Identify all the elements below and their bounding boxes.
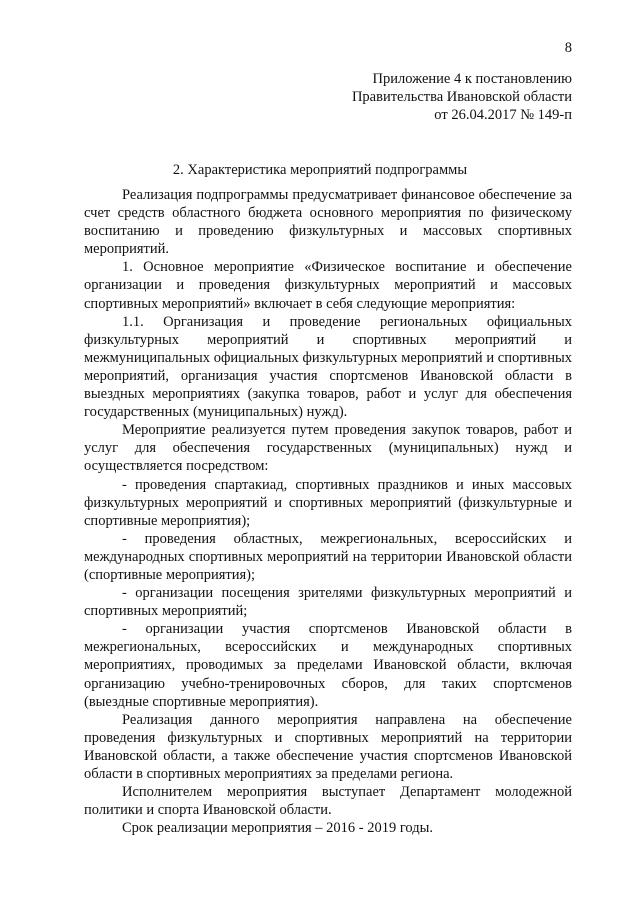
list-item: - организации посещения зрителями физкультурных мероприятий и спортивных мероприятий;	[84, 585, 572, 620]
section-title: 2. Характеристика мероприятий подпрограммы	[172, 162, 468, 178]
paragraph: Реализация данного мероприятия направлена на обеспечение проведения физкультурных и спортивных мероприятий на территории Ивановской области, а также обеспечение участия спортсменов Ивановской области в спортивных мероприятиях за пределами региона.	[84, 711, 572, 782]
page-number: 8	[564, 40, 572, 56]
body-text	[84, 186, 572, 837]
paragraph: Срок реализации мероприятия – 2016 - 2019 годы.	[122, 820, 434, 837]
appendix-line: Приложение 4 к постановлению	[372, 71, 572, 87]
paragraph: Реализация подпрограммы предусматривает финансовое обеспечение за счет средств областного бюджета основного мероприятия по физическому воспитанию и проведению физкультурных и массовых спортивных мероприятий.	[84, 187, 572, 258]
list-item: - проведения областных, межрегиональных, всероссийских и международных спортивных мероприятий на территории Ивановской области (спортивные мероприятия);	[84, 530, 572, 583]
paragraph: 1. Основное мероприятие «Физическое воспитание и обеспечение организации и проведения физкультурных мероприятий и массовых спортивных мероприятий» включает в себя следующие мероприятия:	[84, 259, 572, 312]
list-item: - организации участия спортсменов Ивановской области в межрегиональных, всероссийских и международных спортивных мероприятиях, проводимых за пределами Ивановской области, включая организацию учебно-тренировочных сборов, для таких спортсменов (выездные спортивные мероприятия).	[84, 621, 572, 710]
appendix-header	[352, 70, 572, 124]
paragraph: Исполнителем мероприятия выступает Департамент молодежной политики и спорта Ивановской области.	[84, 784, 572, 819]
list-item: - проведения спартакиад, спортивных праздников и иных массовых физкультурных мероприятий и спортивных мероприятий (физкультурные и спортивные мероприятия);	[84, 476, 572, 529]
paragraph: 1.1. Организация и проведение региональных официальных физкультурных мероприятий и спортивных мероприятий и межмуниципальных официальных физкультурных мероприятий и спортивных мероприятий, организация участия спортсменов Ивановской области в выездных мероприятиях (закупка товаров, работ и услуг для обеспечения государственных (муниципальных) нужд).	[84, 313, 572, 421]
appendix-line: от 26.04.2017 № 149-п	[434, 107, 572, 123]
appendix-line: Правительства Ивановской области	[351, 89, 572, 105]
paragraph: Мероприятие реализуется путем проведения закупок товаров, работ и услуг для обеспечения государственных (муниципальных) нужд и осуществляется посредством:	[84, 422, 572, 475]
